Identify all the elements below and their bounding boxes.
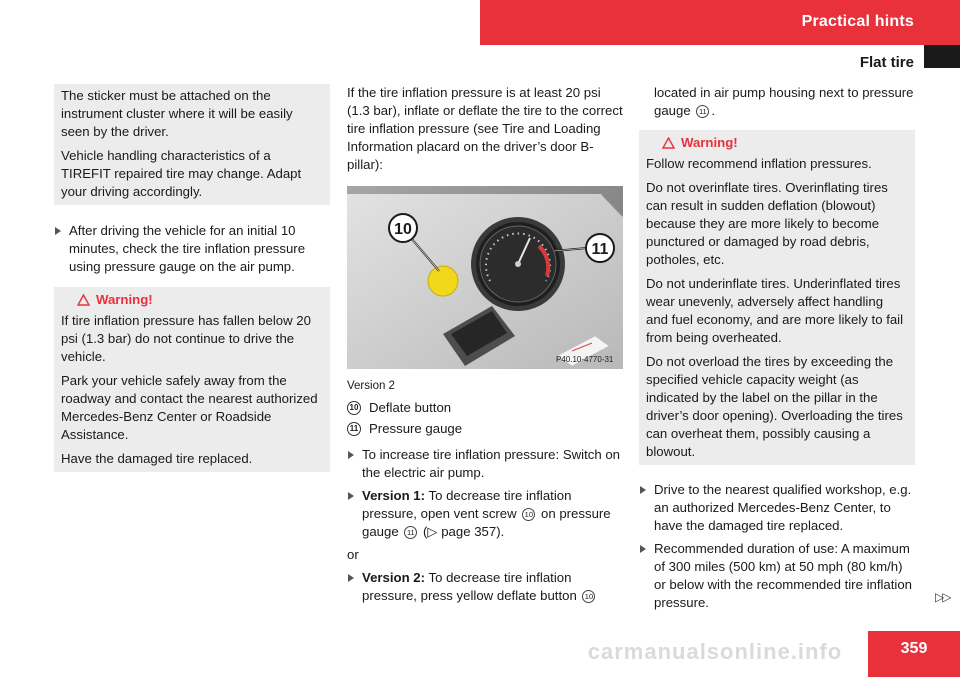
continued-text: located in air pump housing next to pressure gauge 11 . bbox=[654, 85, 914, 118]
number-11-icon: 11 bbox=[696, 105, 709, 118]
number-10-icon: 10 bbox=[582, 590, 595, 603]
bullet-arrow-icon bbox=[640, 486, 646, 494]
warning-paragraph: Do not overload the tires by exceeding the specified vehicle capacity weight (as indicated by the label on the pillar in the driver’s door opening). Overloading the tires can overheat them, possibly causing a blowout. bbox=[646, 354, 903, 459]
legend-item: 11 Pressure gauge bbox=[347, 420, 623, 438]
air-pump-illustration bbox=[347, 186, 623, 369]
warning-triangle-icon bbox=[662, 137, 675, 149]
continue-arrows-icon: ▷▷ bbox=[935, 590, 950, 604]
air-pump-figure bbox=[347, 186, 623, 369]
note-paragraph: The sticker must be attached on the instrument cluster where it will be easily seen by the driver. bbox=[61, 88, 293, 139]
number-11-icon: 11 bbox=[347, 422, 361, 436]
instruction-item: Version 1: To decrease tire inflation pressure, open vent screw 10 on pressure gauge 11 (▷ page 357). bbox=[347, 487, 623, 541]
note-paragraph: Vehicle handling characteristics of a TIREFIT repaired tire may change. Adapt your driving accordingly. bbox=[61, 148, 302, 199]
figure-reference: P40.10-4770-31 bbox=[556, 355, 614, 364]
bullet-arrow-icon bbox=[348, 574, 354, 582]
number-10-icon: 10 bbox=[522, 508, 535, 521]
instruction-item: To increase tire inflation pressure: Switch on the electric air pump. bbox=[347, 446, 623, 482]
warning-heading: Warning! bbox=[61, 291, 323, 309]
or-text: or bbox=[347, 547, 359, 562]
warning-paragraph: Do not overinflate tires. Overinflating tires can result in sudden deflation (blowout) because they are more likely to become punctured or damaged by road debris, potholes, etc. bbox=[646, 180, 888, 267]
warning-paragraph: Have the damaged tire replaced. bbox=[61, 451, 253, 466]
bullet-arrow-icon bbox=[348, 492, 354, 500]
section-title: Practical hints bbox=[801, 13, 914, 30]
bullet-arrow-icon bbox=[348, 451, 354, 459]
bullet-arrow-icon bbox=[640, 545, 646, 553]
figure-caption: Version 2 bbox=[347, 380, 395, 392]
number-10-icon: 10 bbox=[347, 401, 361, 415]
instruction-item: Drive to the nearest qualified workshop, e.g. an authorized Mercedes-Benz Center, to have the damaged tire replaced. bbox=[639, 481, 915, 535]
warning-paragraph: Follow recommend inflation pressures. bbox=[646, 156, 872, 171]
bullet-arrow-icon bbox=[55, 227, 61, 235]
callout-11-label: 11 bbox=[591, 241, 609, 258]
callout-10-label: 10 bbox=[394, 221, 412, 238]
column-3 bbox=[639, 84, 915, 617]
warning-paragraph: Park your vehicle safely away from the roadway and contact the nearest authorized Mercedes-Benz Center or Roadside Assistance. bbox=[61, 373, 318, 442]
instruction-item: After driving the vehicle for an initial 10 minutes, check the tire inflation pressure using pressure gauge on the air pump. bbox=[54, 222, 330, 276]
note-box bbox=[54, 84, 330, 205]
warning-triangle-icon bbox=[77, 294, 90, 306]
warning-heading: Warning! bbox=[646, 134, 908, 152]
number-11-icon: 11 bbox=[404, 526, 417, 539]
legend-item: 10 Deflate button bbox=[347, 399, 623, 417]
column-1 bbox=[54, 84, 330, 472]
warning-box bbox=[639, 130, 915, 465]
instruction-item: Recommended duration of use: A maximum of 300 miles (500 km) at 50 mph (80 km/h) or below with the recommended tire inflation pressure. bbox=[639, 540, 915, 612]
instruction-item: Version 2: To decrease tire inflation pressure, press yellow deflate button 10 bbox=[347, 569, 623, 605]
intro-paragraph: If the tire inflation pressure is at least 20 psi (1.3 bar), inflate or deflate the tire to the correct tire inflation pressure (see Tire and Loading Information placard on the driver’s door B-pillar): bbox=[347, 85, 623, 172]
column-2 bbox=[347, 84, 623, 610]
warning-paragraph: Do not underinflate tires. Underinflated tires wear unevenly, adversely affect handling and fuel economy, and are more likely to fail from being overheated. bbox=[646, 276, 904, 345]
header-marker bbox=[924, 45, 960, 68]
subsection-title: Flat tire bbox=[859, 54, 914, 71]
warning-box bbox=[54, 287, 330, 472]
page-number: 359 bbox=[900, 640, 928, 657]
warning-paragraph: If tire inflation pressure has fallen below 20 psi (1.3 bar) do not continue to drive the vehicle. bbox=[61, 313, 311, 364]
watermark: carmanualsonline.info bbox=[587, 639, 843, 664]
